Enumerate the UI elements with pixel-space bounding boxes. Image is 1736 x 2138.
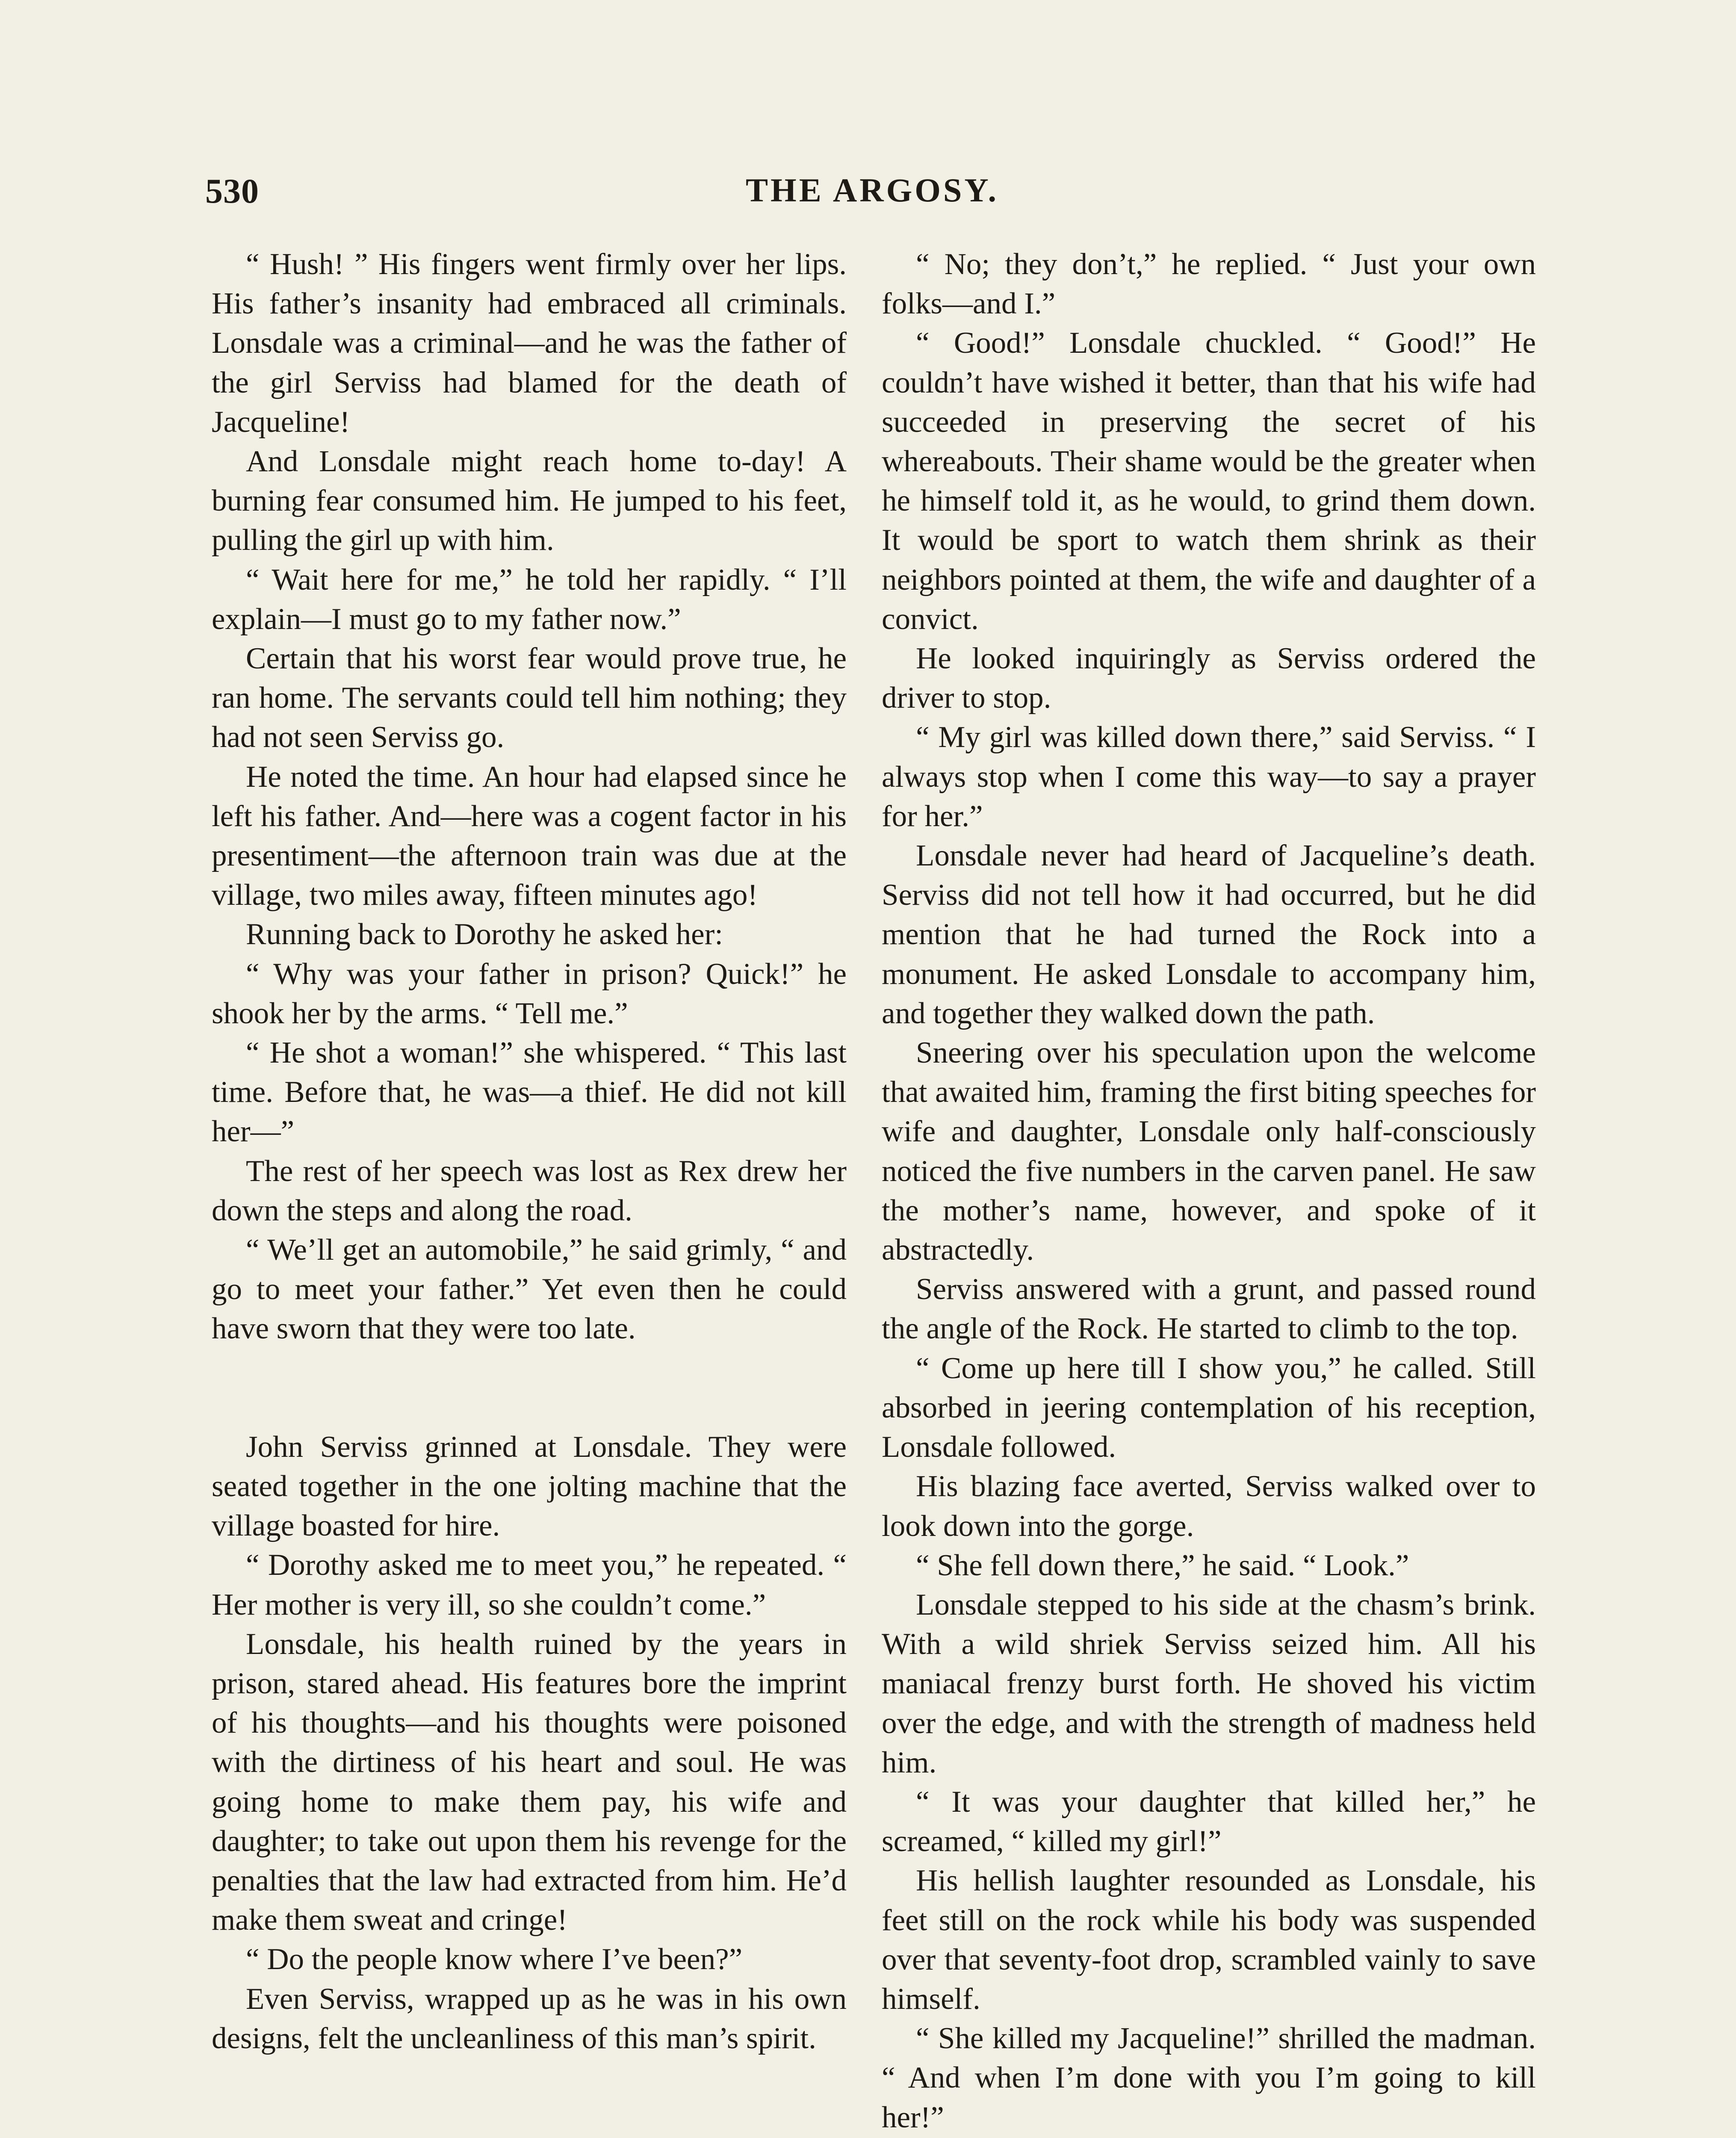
paragraph: Sneering over his speculation upon the welcome that awaited him, framing the first biting speeches for wife and daughter, Lonsdale only half-consciously noticed the five numbers in the carven panel. He saw the mother’s name, however, and spoke of it abstractedly. xyxy=(882,1036,1536,1267)
paragraph: Certain that his worst fear would prove true, he ran home. The servants could tell him nothing; they had not seen Serviss go. xyxy=(212,642,847,754)
paragraph: Lonsdale stepped to his side at the chasm’s brink. With a wild shriek Serviss seized him. All his maniacal frenzy burst forth. He shoved his victim over the edge, and with the strength of madness held him. xyxy=(882,1588,1536,1779)
paragraph: “ Wait here for me,” he told her rapidly. “ I’ll explain—I must go to my father now.” xyxy=(212,563,847,636)
paragraph: He noted the time. An hour had elapsed since he left his father. And—here was a cogent factor in his presentiment—the afternoon train was due at the village, two miles away, fifteen minutes ago! xyxy=(212,760,847,912)
right-column xyxy=(882,245,1536,2138)
paragraph: He looked inquiringly as Serviss ordered the driver to stop. xyxy=(882,642,1536,715)
paragraph: “ Good!” Lonsdale chuckled. “ Good!” He couldn’t have wished it better, than that his wife had succeeded in preserving the secret of his whereabouts. Their shame would be the greater when he himself told it, as he would, to grind them down. It would be sport to watch them shrink as their neighbors pointed at them, the wife and daughter of a convict. xyxy=(882,326,1536,636)
paragraph: “ My girl was killed down there,” said Serviss. “ I always stop when I come this way—to say a prayer for her.” xyxy=(882,721,1536,833)
paragraph: “ No; they don’t,” he replied. “ Just your own folks—and I.” xyxy=(882,248,1536,321)
paragraph: “ It was your daughter that killed her,” he screamed, “ killed my girl!” xyxy=(882,1785,1536,1858)
left-column xyxy=(212,245,847,2058)
paragraph: Lonsdale never had heard of Jacqueline’s death. Serviss did not tell how it had occurred, but he did mention that he had turned the Rock into a monument. He asked Lonsdale to accompany him, and together they walked down the path. xyxy=(882,839,1536,1030)
paragraph: “ He shot a woman!” she whispered. “ This last time. Before that, he was—a thief. He did not kill her—” xyxy=(212,1036,847,1149)
paragraph: Running back to Dorothy he asked her: xyxy=(246,918,723,951)
paragraph: “ Do the people know where I’ve been?” xyxy=(246,1943,743,1976)
paragraph: John Serviss grinned at Lonsdale. They were seated together in the one jolting machine that the village boasted for hire. xyxy=(212,1430,847,1543)
page-header xyxy=(205,171,1539,222)
paragraph: The rest of her speech was lost as Rex drew her down the steps and along the road. xyxy=(212,1154,847,1227)
paragraph: “ Dorothy asked me to meet you,” he repeated. “ Her mother is very ill, so she couldn’t come.” xyxy=(212,1548,847,1621)
paragraph: Lonsdale, his health ruined by the years in prison, stared ahead. His features bore the imprint of his thoughts—and his thoughts were poisoned with the dirtiness of his heart and soul. He was going home to make them pay, his wife and daughter; to take out upon them his revenge for the penalties that the law had extracted from him. He’d make them sweat and cringe! xyxy=(212,1627,847,1937)
paragraph: “ Hush! ” His fingers went firmly over her lips. His father’s insanity had embraced all criminals. Lonsdale was a criminal—and he was the father of the girl Serviss had blamed for the death of Jacqueline! xyxy=(212,248,847,439)
paragraph: “ Why was your father in prison? Quick!” he shook her by the arms. “ Tell me.” xyxy=(212,957,847,1030)
paragraph: And Lonsdale might reach home to-day! A burning fear consumed him. He jumped to his feet, pulling the girl up with him. xyxy=(212,445,847,557)
paragraph: Even Serviss, wrapped up as he was in his own designs, felt the uncleanliness of this man’s spirit. xyxy=(212,1982,847,2055)
paragraph: His blazing face averted, Serviss walked over to look down into the gorge. xyxy=(882,1470,1536,1543)
paragraph: “ We’ll get an automobile,” he said grimly, “ and go to meet your father.” Yet even then he could have sworn that they were too late. xyxy=(212,1233,847,1346)
paragraph: “ She killed my Jacqueline!” shrilled the madman. “ And when I’m done with you I’m going to kill her!” xyxy=(882,2022,1536,2134)
paragraph: Serviss answered with a grunt, and passed round the angle of the Rock. He started to climb to the top. xyxy=(882,1273,1536,1346)
paragraph: “ Come up here till I show you,” he called. Still absorbed in jeering contemplation of his reception, Lonsdale followed. xyxy=(882,1351,1536,1464)
page-number: 530 xyxy=(205,171,259,210)
paragraph: His hellish laughter resounded as Lonsdale, his feet still on the rock while his body was suspended over that seventy-foot drop, scrambled vainly to save himself. xyxy=(882,1864,1536,2016)
paragraph: “ She fell down there,” he said. “ Look.” xyxy=(916,1548,1409,1582)
running-title: THE ARGOSY. xyxy=(746,171,999,209)
